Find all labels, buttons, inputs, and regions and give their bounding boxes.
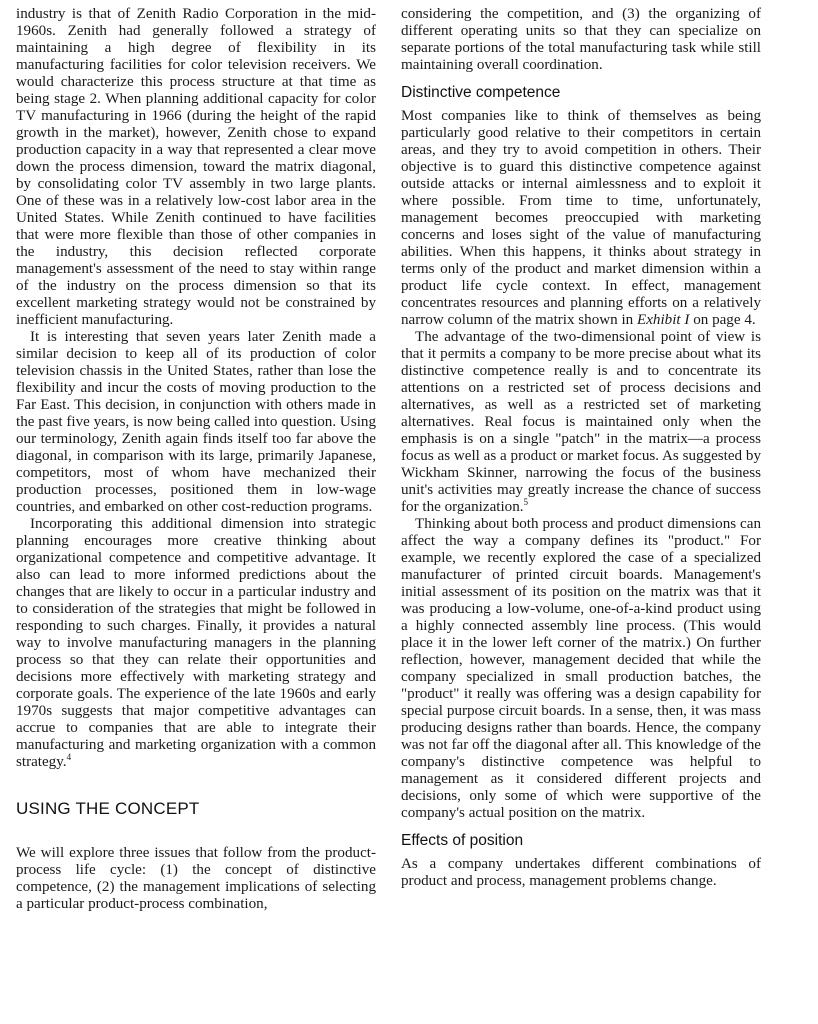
paragraph	[401, 856, 761, 890]
exhibit-reference: Exhibit I	[637, 312, 690, 328]
paragraph-text: As a company undertakes different combinations of product and process, management problems change.	[401, 856, 761, 889]
subsection-heading: Effects of position	[401, 832, 524, 849]
paragraph-text: considering the competition, and (3) the organizing of different operating units so that they can specialize on separate portions of the total manufacturing task while still maintaining overall coordination.	[401, 6, 761, 73]
paragraph	[401, 108, 761, 329]
paragraph-text: We will explore three issues that follow from the product-process life cycle: (1) the concept of distinctive competence, (2) the management implications of selecting a particular product-process combination,	[16, 845, 376, 912]
paragraph	[16, 845, 376, 913]
right-column	[401, 6, 761, 890]
subsection-heading: Distinctive competence	[401, 84, 561, 101]
paragraph	[16, 6, 376, 329]
footnote-marker: 5	[523, 496, 529, 507]
paragraph	[401, 6, 761, 74]
paragraph-text: on page 4.	[689, 312, 756, 328]
paragraph-text: industry is that of Zenith Radio Corporation in the mid-1960s. Zenith had generally followed a strategy of maintaining a high degree of flexibility in its manufacturing facilities for color television receivers. We would characterize this process structure at that time as being stage 2. When planning additional capacity for color TV manufacturing in 1966 (during the height of the rapid growth in the market), however, Zenith chose to expand production capacity in a way that represented a clear move down the process dimension, toward the matrix diagonal, by consolidating color TV assembly in two large plants. One of these was in a relatively low-cost labor area in the United States. While Zenith continued to have facilities that were more flexible than those of other companies in the industry, this decision reflected corporate management's assessment of the need to stay within range of the industry on the process dimension so that its excellent marketing strategy would not be constrained by inefficient manufacturing.	[16, 6, 376, 328]
footnote-marker: 4	[66, 751, 72, 762]
left-column	[16, 6, 376, 913]
paragraph	[16, 329, 376, 516]
paragraph-text: It is interesting that seven years later Zenith made a similar decision to keep all of its production of color television chassis in the United States, rather than lose the flexibility and incur the costs of moving production to the Far East. This decision, in conjunction with others made in the past five years, is now being called into question. Using our terminology, Zenith again finds itself too far above the diagonal, in comparison with its large, primarily Japanese, competitors, most of whom have mechanized their production processes, positioned them in low-wage countries, and embarked on other cost-reduction programs.	[16, 329, 376, 515]
paragraph-text: Most companies like to think of themselves as being particularly good relative to their competitors in certain areas, and they try to avoid competition in others. Their objective is to guard this distinctive competence against outside attacks or internal aimlessness and to exploit it where possible. From time to time, unfortunately, management becomes preoccupied with marketing concerns and loses sight of the value of manufacturing abilities. When this happens, it thinks about strategy in terms only of the product and market dimension within a product life cycle context. In effect, management concentrates resources and planning efforts on a relatively narrow column of the matrix shown in	[401, 108, 761, 328]
paragraph-text: Thinking about both process and product dimensions can affect the way a company defines its "product." For example, we recently explored the case of a specialized manufacturer of printed circuit boards. Management's initial assessment of its position on the matrix was that it was producing a low-volume, one-of-a-kind product using a highly connected assembly line process. (This would place it in the lower left corner of the matrix.) On further reflection, however, management decided that while the company specialized in small production batches, the "product" it really was offering was a design capability for special purpose circuit boards. In a sense, then, it was mass producing designs rather than boards. Hence, the company was not far off the diagonal after all. This knowledge of the company's distinctive competence was helpful to management as it considered different projects and decisions, only some of which were supportive of the company's actual position on the matrix.	[401, 516, 761, 821]
paragraph	[401, 329, 761, 516]
paragraph-text: The advantage of the two-dimensional point of view is that it permits a company to be more precise about what its distinctive competence really is and to concentrate its attentions on a restricted set of process decisions and alternatives, as well as a restricted set of marketing alternatives. Real focus is maintained only when the emphasis is on a single "patch" in the matrix—a process focus as well as a product or market focus. As suggested by Wickham Skinner, narrowing the focus of the business unit's activities may greatly increase the chance of success for the organization.	[401, 329, 761, 515]
paragraph-text: Incorporating this additional dimension into strategic planning encourages more creative thinking about organizational competence and competitive advantage. It also can lead to more informed predictions about the changes that are likely to occur in a particular industry and to consideration of the strategies that might be followed in responding to such charges. Finally, it provides a natural way to involve manufacturing managers in the planning process so that they can relate their opportunities and decisions more effectively with marketing strategy and corporate goals. The experience of the late 1960s and early 1970s suggests that major competitive advantages can accrue to companies that are able to integrate their manufacturing and marketing organization with a common strategy.	[16, 516, 376, 770]
section-heading: USING THE CONCEPT	[16, 799, 200, 818]
paragraph	[401, 516, 761, 822]
paragraph	[16, 516, 376, 771]
